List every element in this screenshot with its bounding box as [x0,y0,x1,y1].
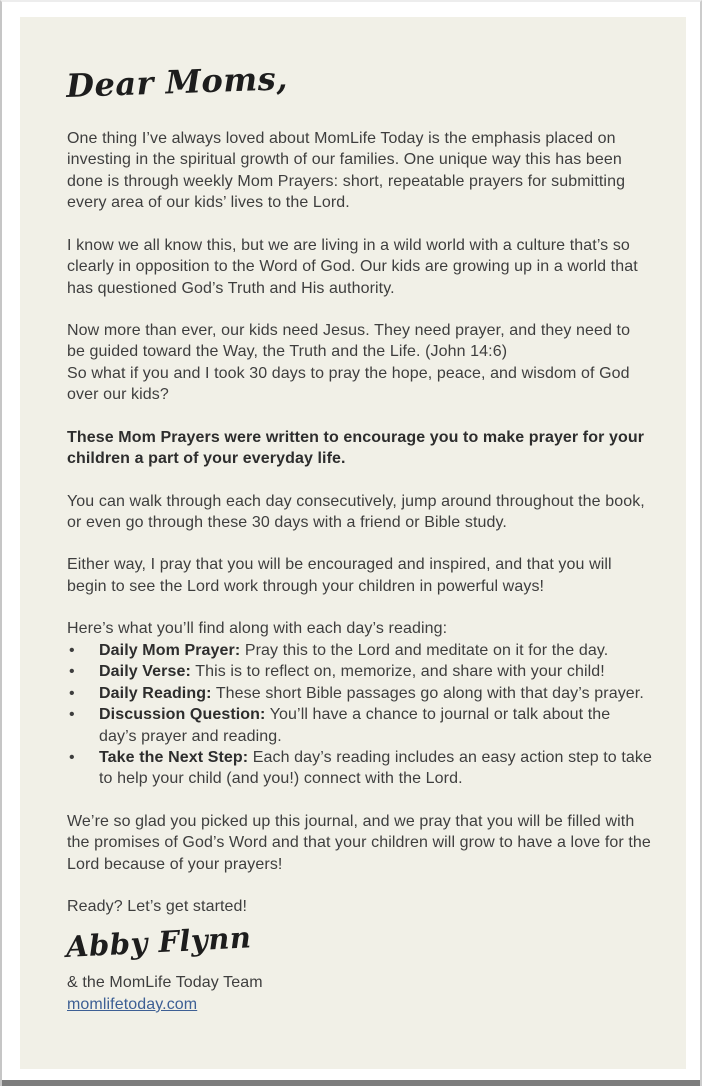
website-link[interactable]: momlifetoday.com [67,995,198,1013]
bullet-icon [67,640,99,661]
signature-block [65,919,652,1016]
paragraph-ready: Ready? Let’s get started! [67,898,248,916]
list-item-label: Daily Verse: [99,663,191,681]
list-item-label: Discussion Question: [99,706,266,724]
paragraph-walk: You can walk through each day consecutively, jump around throughout the book, or even go through these 30 days with a friend or Bible study. [67,492,645,531]
salutation-script: Dear Moms, [65,59,289,106]
list-item-body: Each day’s reading includes an easy action step to take to help your child (and you!) connect with the Lord. [99,748,652,788]
list-item-body: You’ll have a chance to journal or talk about the day’s prayer and reading. [99,706,611,745]
list-item [67,661,652,682]
paragraph-jesus-line2: So what if you and I took 30 days to pray the hope, peace, and wisdom of God over our kids? [67,364,630,404]
window-bottom-edge [2,1080,700,1086]
list-item [67,747,652,790]
list-item-label: Daily Reading: [99,684,212,702]
letter-content [20,17,686,1015]
paragraph-jesus-line1: Now more than ever, our kids need Jesus. They need prayer, and they need to be guided toward the Way, the Truth and the Life. (John 14:6) [67,321,631,361]
letter-paper [20,17,686,1069]
bullet-icon [67,747,99,790]
list-item-body: This is to reflect on, memorize, and share with your child! [195,663,605,681]
list-item-text [99,661,652,682]
paragraph-either: Either way, I pray that you will be encouraged and inspired, and that you will begin to see the Lord work through your children in powerful ways! [67,556,612,595]
bullet-icon [67,661,99,682]
list-item-body: Pray this to the Lord and meditate on it for the day. [244,641,609,659]
list-item-label: Daily Mom Prayer: [99,641,241,659]
list-item-body: These short Bible passages go along with that day’s prayer. [215,684,644,702]
salutation-wrap [67,59,652,128]
list-item [67,704,652,747]
list-item-text [99,747,652,790]
list-item-text [99,640,652,661]
bullet-icon [67,683,99,704]
list-item [67,683,652,704]
list-intro: Here’s what you’ll find along with each day’s reading: [67,620,448,638]
list-item-text [99,683,652,704]
bullet-icon [67,704,99,747]
list-item-label: Take the Next Step: [99,748,249,766]
paragraph-glad: We’re so glad you picked up this journal, and we pray that you will be filled with the promises of God’s Word and that your children will grow to have a love for the Lord because of your prayers! [67,812,651,873]
list-item [67,640,652,661]
list-item-text [99,704,652,747]
paragraph-intro: One thing I’ve always loved about MomLife Today is the emphasis placed on investing in the spiritual growth of our families. One unique way this has been done is through weekly Mom Prayers: short, repeatable prayers for submitting every area of our kids’ lives to the Lord. [67,129,626,212]
paragraph-jesus [67,320,652,406]
paragraph-world: I know we all know this, but we are living in a wild world with a culture that’s so clearly in opposition to the Word of God. Our kids are growing up in a world that has questioned God’s Truth and His authority. [67,236,638,297]
paragraph-bold-purpose: These Mom Prayers were written to encourage you to make prayer for your children a part of your everyday life. [67,428,645,468]
signature-team-line: & the MomLife Today Team [67,974,263,992]
signature-script: Abby Flynn [65,919,253,964]
daily-features-list [67,640,652,790]
